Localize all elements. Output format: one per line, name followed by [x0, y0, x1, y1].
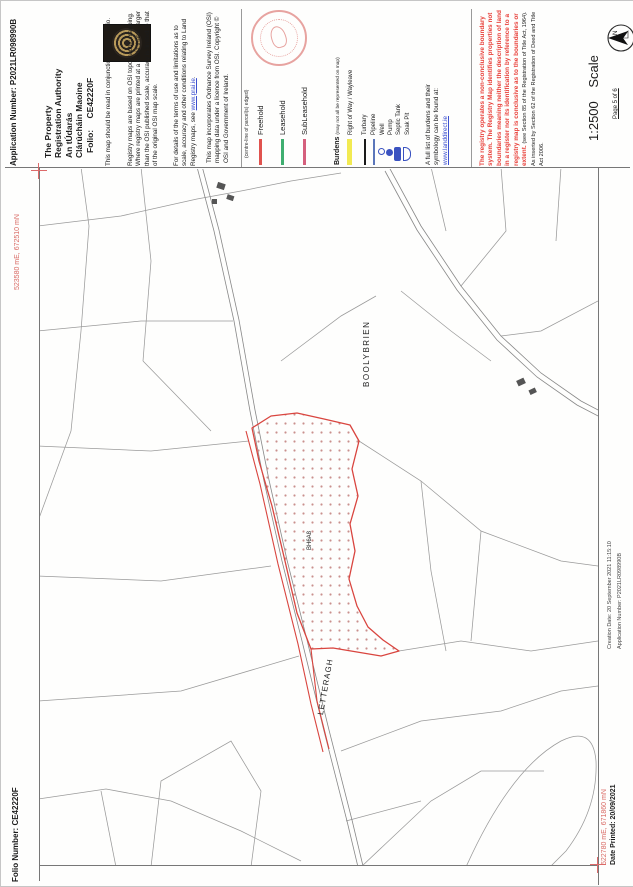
scale-value: 1:2500 — [586, 101, 601, 141]
legend-swatch-leasehold — [281, 139, 284, 165]
burdens-title — [333, 13, 342, 165]
note-terms: For details of the terms of use and limitations as to scale, accuracy and other conditions relating to Land Registry maps, see www.prai.ie. — [173, 18, 197, 166]
authority-name — [43, 58, 84, 158]
header-divider — [241, 9, 242, 167]
disclaimer-black-text: (see Section 85 of the Registration of Title Act, 1964). As inserted by Section 62 of the Registration of Deed and Title Act 2006. — [522, 11, 546, 166]
folio-number-footer: Folio Number: CE42220F — [11, 787, 20, 882]
folio-value: CE42220F — [85, 77, 95, 119]
page-number: Page 5 of 6 — [613, 88, 619, 119]
authority-line: Registration Authority — [53, 68, 64, 158]
registration-seal-stamp — [251, 10, 307, 66]
soak-pit-symbol-icon — [403, 147, 411, 161]
burden-swatch-turbary — [364, 139, 366, 165]
map-scale — [585, 21, 602, 141]
map-frame-right — [598, 168, 599, 885]
townland-label-letteragh: LETTERAGH — [316, 657, 335, 716]
note-terms-text: For details of the terms of use and limitations as to scale, accuracy and other conditions relating to Land Registry maps, see — [173, 18, 197, 166]
authority-line: An tÚdarás — [63, 112, 74, 158]
header-divider — [471, 9, 472, 167]
creation-date-margin: Creation Date: 20 September 2021 11:15:10 — [607, 541, 613, 649]
prai-link[interactable]: www.prai.ie — [189, 78, 197, 111]
boundary-disclaimer — [479, 8, 547, 166]
well-symbol-icon — [378, 148, 385, 155]
landdirect-link[interactable]: www.landdirect.ie — [441, 116, 449, 165]
note-registry-maps: Registry maps are based on OSI topographic mapping. Where registry maps are printed at a scale that is larger than the OSI published scale, accuracy is limited to that of the original OSI map scale. — [127, 10, 159, 166]
townland-label-boolybrien: BOOLYBRIEN — [362, 320, 371, 387]
scale-label: Scale — [586, 55, 601, 88]
authority-line: Clárúcháin Maoine — [74, 82, 85, 158]
building-footprints — [212, 182, 537, 395]
folio-label: Folio: — [85, 129, 95, 153]
burden-label-right-of-way: Right of Way / Wayleave — [348, 69, 354, 135]
application-number: Application Number: P2021LR098990B — [9, 18, 18, 166]
parcel-ref-label: BH6A8 — [307, 530, 313, 550]
folio-reference — [85, 68, 96, 153]
burdens-title-note: (may not all be represented on map) — [336, 57, 341, 135]
burdens-full-list-note — [425, 55, 450, 165]
burden-label-turbary: Turbary — [362, 114, 368, 135]
burden-label-pump: Pump — [388, 119, 394, 135]
note-osi-copyright: This map incorporates Ordnance Survey Ireland (OSI) mapping data under a licence from OSI. Copyright © OSI and Government of Ireland. — [206, 12, 230, 163]
burden-swatch-right-of-way — [347, 139, 352, 165]
burden-label-soak-pit: Soak Pit — [405, 112, 411, 135]
grid-coords-bottom-right: 522780 mE, 671860 mN — [601, 789, 608, 865]
legend-label-leasehold: Leasehold — [278, 100, 287, 135]
burden-label-well: Well — [380, 123, 386, 135]
date-printed: Date Printed: 20/09/2021 — [610, 784, 617, 865]
burdens-title-text: Burdens — [334, 136, 341, 165]
legend-label-subleasehold: SubLeasehold — [300, 87, 309, 135]
burden-label-septic-tank: Septic Tank — [396, 104, 402, 135]
pump-symbol-icon — [386, 149, 393, 156]
cadastral-map-canvas — [40, 169, 598, 865]
header-separator-line — [5, 167, 630, 168]
disclaimer-red-text: The registry operates a non-conclusive boundary system. The Registry Map identifies properties not boundaries meaning neither the description of land in a register nor its identification by reference to a registry map is conclusive as to the boundaries or extent. — [479, 10, 529, 166]
grid-coords-top-left: 523580 mE, 672510 mN — [14, 214, 21, 290]
septic-tank-symbol-icon — [394, 147, 401, 161]
legend-label-freehold: Freehold — [256, 105, 265, 135]
compass-n-label: N — [613, 30, 619, 35]
corner-cross-icon — [38, 163, 39, 179]
burdens-full-list-text: A full list of burdens and their symbology can be found at: — [425, 84, 441, 165]
legend-subtitle: (centre-line of parcel(s) edged) — [244, 89, 250, 158]
map-frame-bottom — [39, 865, 598, 866]
application-number-margin: Application Number: P2021LR098990B — [617, 552, 623, 649]
registered-parcel-freehold[interactable] — [252, 413, 399, 656]
authority-line: The Property — [43, 105, 53, 158]
legend-swatch-subleasehold — [303, 139, 306, 165]
burden-label-pipeline: Pipeline — [371, 113, 377, 135]
compass-north-icon — [604, 21, 633, 55]
note-read-with-folio: This map should be read in conjunction with the folio. — [105, 17, 112, 166]
burden-swatch-pipeline — [373, 139, 375, 165]
road-casings — [197, 169, 598, 865]
legend-swatch-freehold — [259, 139, 262, 165]
